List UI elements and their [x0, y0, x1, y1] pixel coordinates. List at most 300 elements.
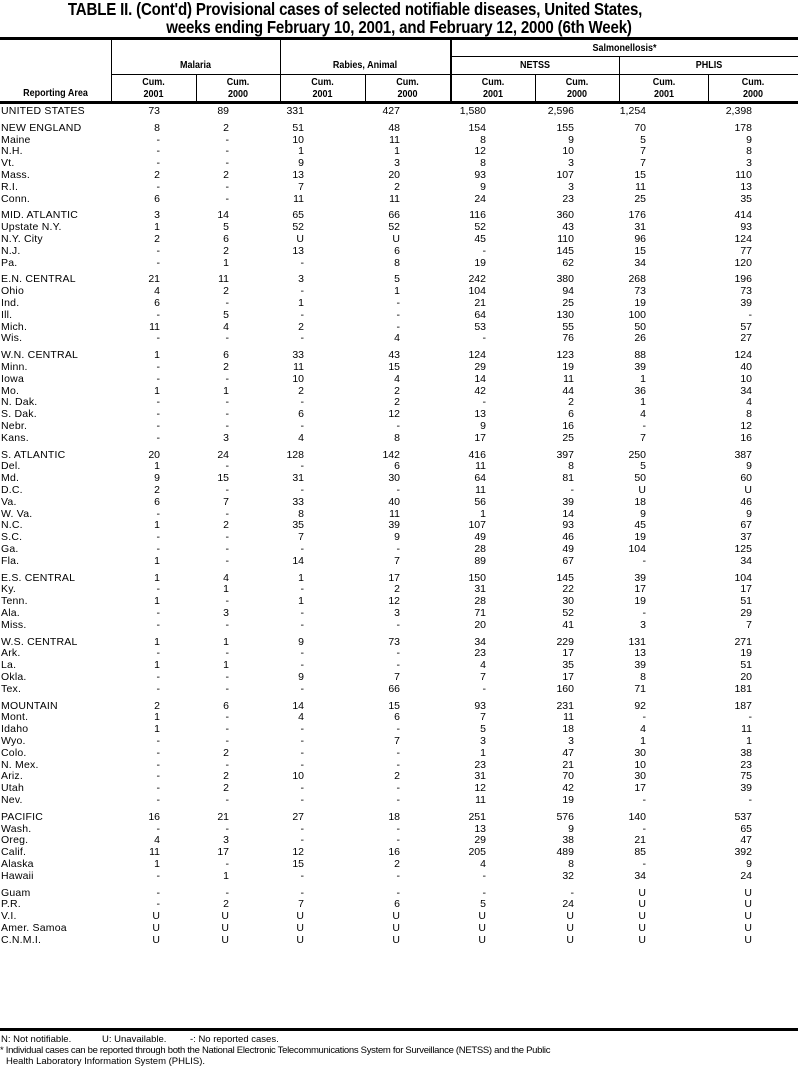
table-row [0, 373, 798, 385]
table-row [0, 543, 798, 555]
value-cell: 17 [634, 583, 646, 596]
value-cell: 1 [298, 571, 304, 584]
value-cell: - [396, 723, 400, 736]
value-cell: - [300, 758, 304, 771]
value-cell: 47 [562, 746, 574, 759]
value-cell: U [221, 922, 229, 934]
value-cell: - [642, 607, 646, 619]
value-cell: 45 [634, 519, 646, 532]
value-cell: 1 [154, 519, 160, 532]
value-cell: 7 [480, 671, 486, 683]
value-cell: - [300, 618, 304, 631]
value-cell: - [156, 361, 160, 373]
value-cell: U [566, 910, 574, 923]
value-cell: 6 [223, 233, 229, 245]
value-cell: - [156, 770, 160, 783]
value-cell: 24 [740, 869, 752, 882]
value-cell: 15 [217, 472, 229, 485]
value-cell: 17 [388, 571, 400, 584]
value-cell: - [396, 647, 400, 660]
value-cell: - [482, 682, 486, 695]
value-cell: 11 [475, 484, 486, 496]
cum-label: Cum. [396, 77, 419, 88]
table-row [0, 105, 798, 117]
value-cell: 7 [394, 671, 400, 683]
value-cell: 11 [218, 273, 229, 286]
value-cell: 9 [480, 420, 486, 432]
reporting-area-cell: MID. ATLANTIC [1, 209, 79, 222]
value-cell: 67 [562, 554, 574, 567]
value-cell: - [225, 408, 229, 421]
value-cell: 30 [634, 770, 646, 783]
value-cell: 1 [154, 460, 160, 473]
value-cell: 1 [154, 723, 160, 736]
year-label: 2001 [482, 89, 504, 100]
header-reporting-area: Reporting Area [23, 88, 88, 99]
value-cell: 4 [223, 320, 229, 333]
value-cell: 8 [568, 858, 574, 870]
reporting-area-cell: PACIFIC [1, 810, 44, 823]
table-title [56, 0, 742, 36]
value-cell: - [396, 869, 400, 882]
value-cell: 64 [474, 472, 486, 485]
value-cell: - [642, 858, 646, 870]
value-cell: 12 [388, 408, 400, 421]
value-cell: 92 [634, 699, 646, 712]
footnote-salmonellosis-line-2: Health Laboratory Information System (PHLIS). [6, 1056, 206, 1067]
value-cell: - [225, 332, 229, 345]
value-cell: - [156, 372, 160, 385]
value-cell: - [156, 133, 160, 146]
value-cell: 14 [292, 699, 304, 712]
value-cell: - [482, 396, 486, 409]
value-cell: 5 [394, 273, 400, 286]
value-cell: 2,398 [725, 105, 752, 117]
value-cell: - [156, 543, 160, 555]
value-cell: 1 [298, 595, 304, 608]
value-cell: 75 [740, 770, 752, 783]
value-cell: - [156, 618, 160, 631]
value-cell: 2 [394, 180, 400, 193]
table-row [0, 245, 798, 257]
value-cell: 251 [468, 810, 486, 823]
value-cell: 50 [634, 472, 646, 485]
value-cell: 31 [474, 583, 486, 596]
value-cell: - [225, 794, 229, 806]
value-cell: - [300, 285, 304, 298]
value-cell: 6 [394, 711, 400, 724]
value-cell: 1 [480, 507, 486, 520]
table-row [0, 647, 798, 659]
header-divider [450, 40, 452, 102]
value-cell: - [570, 484, 574, 496]
table-row [0, 683, 798, 695]
value-cell: - [225, 145, 229, 158]
reporting-area-cell: Guam [1, 886, 31, 899]
value-cell: 397 [556, 448, 574, 461]
cum-label: Cum. [741, 77, 765, 88]
value-cell: 6 [154, 495, 160, 508]
value-cell: 1 [298, 297, 304, 309]
value-cell: 43 [562, 221, 574, 234]
table-row [0, 846, 798, 858]
value-cell: 15 [634, 169, 646, 181]
value-cell: 7 [394, 554, 400, 567]
value-cell: 3 [223, 431, 229, 444]
value-cell: 66 [388, 682, 400, 695]
value-cell: U [744, 910, 752, 923]
value-cell: - [156, 647, 160, 660]
value-cell: 130 [556, 308, 574, 321]
value-cell: 21 [217, 810, 229, 823]
value-cell: 8 [746, 145, 752, 158]
value-cell: 70 [634, 121, 646, 134]
value-cell: - [225, 682, 229, 695]
table-row [0, 472, 798, 484]
value-cell: 89 [217, 105, 229, 117]
value-cell: 7 [223, 495, 229, 508]
value-cell: - [156, 671, 160, 683]
value-cell: - [642, 420, 646, 432]
value-cell: 3 [568, 180, 574, 193]
table-title-line-1: TABLE II. (Cont'd) Provisional cases of selected notifiable diseases, United States, [67, 0, 643, 19]
value-cell: 33 [292, 495, 304, 508]
reporting-area-cell: D.C. [1, 484, 23, 496]
reporting-area-cell: Colo. [1, 746, 27, 759]
value-cell: - [156, 420, 160, 432]
table-row [0, 361, 798, 373]
value-cell: 2 [223, 285, 229, 298]
value-cell: 30 [562, 595, 574, 608]
value-cell: 65 [292, 209, 304, 222]
value-cell: 576 [556, 810, 574, 823]
value-cell: 67 [740, 519, 752, 532]
value-cell: 49 [562, 543, 574, 555]
value-cell: - [300, 659, 304, 672]
reporting-area-cell: Ind. [1, 297, 20, 309]
reporting-area-cell: Iowa [1, 372, 24, 385]
value-cell: 8 [298, 507, 304, 520]
value-cell: - [482, 244, 486, 257]
reporting-area-cell: Kans. [1, 431, 29, 444]
value-cell: 5 [223, 221, 229, 234]
value-cell: 178 [734, 121, 752, 134]
value-cell: - [396, 746, 400, 759]
value-cell: U [392, 233, 400, 245]
reporting-area-cell: N.H. [1, 145, 23, 158]
value-cell: 4 [223, 571, 229, 584]
value-cell: 10 [740, 372, 752, 385]
value-cell: 37 [740, 531, 752, 544]
value-cell: 64 [474, 308, 486, 321]
value-cell: 1 [298, 145, 304, 158]
value-cell: - [300, 723, 304, 736]
value-cell: 23 [562, 192, 574, 205]
reporting-area-cell: W. Va. [1, 507, 33, 520]
value-cell: 11 [389, 192, 400, 205]
value-cell: 89 [474, 554, 486, 567]
value-cell: 181 [734, 682, 752, 695]
value-cell: - [396, 758, 400, 771]
table-row [0, 823, 798, 835]
value-cell: - [748, 794, 752, 806]
value-cell: 3 [223, 834, 229, 847]
year-label: 2000 [227, 89, 249, 100]
reporting-area-cell: Tenn. [1, 595, 28, 608]
value-cell: 3 [746, 157, 752, 170]
header-divider [111, 40, 112, 102]
value-cell: 250 [628, 448, 646, 461]
value-cell: U [296, 922, 304, 934]
footnote-legend [0, 1034, 798, 1045]
value-cell: - [396, 659, 400, 672]
cum-label: Cum. [565, 77, 589, 88]
value-cell: 4 [480, 659, 486, 672]
value-cell: U [744, 886, 752, 899]
value-cell: - [156, 869, 160, 882]
value-cell: 19 [562, 794, 574, 806]
value-cell: 1 [154, 349, 160, 362]
value-cell: 10 [634, 758, 646, 771]
value-cell: 3 [568, 157, 574, 170]
reporting-area-cell: Nebr. [1, 420, 28, 432]
value-cell: - [225, 822, 229, 835]
value-cell: 20 [740, 671, 752, 683]
table-row [0, 496, 798, 508]
value-cell: 18 [388, 810, 400, 823]
value-cell: 25 [562, 431, 574, 444]
value-cell: U [478, 910, 486, 923]
value-cell: 414 [734, 209, 752, 222]
table-row [0, 122, 798, 134]
table-row [0, 285, 798, 297]
value-cell: 7 [298, 898, 304, 911]
table-row [0, 858, 798, 870]
reporting-area-cell: Md. [1, 472, 20, 485]
reporting-area-cell: P.R. [1, 898, 21, 911]
value-cell: U [744, 922, 752, 934]
value-cell: - [300, 396, 304, 409]
table-row [0, 555, 798, 567]
value-cell: U [566, 922, 574, 934]
table-row [0, 834, 798, 846]
value-cell: 88 [634, 349, 646, 362]
value-cell: 2 [298, 384, 304, 397]
value-cell: 5 [640, 133, 646, 146]
value-cell: 6 [394, 244, 400, 257]
value-cell: - [225, 297, 229, 309]
value-cell: - [642, 554, 646, 567]
value-cell: 2 [394, 396, 400, 409]
value-cell: 24 [474, 192, 486, 205]
value-cell: - [300, 583, 304, 596]
value-cell: U [296, 933, 304, 946]
reporting-area-cell: Oreg. [1, 834, 29, 847]
value-cell: 42 [474, 384, 486, 397]
value-cell: - [300, 822, 304, 835]
reporting-area-cell: Calif. [1, 846, 27, 859]
value-cell: - [396, 308, 400, 321]
reporting-area-cell: Upstate N.Y. [1, 221, 62, 234]
value-cell: - [748, 711, 752, 724]
value-cell: 18 [634, 495, 646, 508]
value-cell: 47 [740, 834, 752, 847]
value-cell: - [225, 711, 229, 724]
value-cell: 35 [562, 659, 574, 672]
value-cell: - [396, 822, 400, 835]
value-cell: 93 [474, 169, 486, 181]
value-cell: 3 [640, 618, 646, 631]
value-cell: 1 [394, 145, 400, 158]
value-cell: U [478, 922, 486, 934]
header-netss-cum-2001 [455, 77, 531, 101]
value-cell: - [225, 618, 229, 631]
reporting-area-cell: E.N. CENTRAL [1, 273, 76, 286]
value-cell: 11 [475, 460, 486, 473]
value-cell: - [156, 794, 160, 806]
value-cell: 85 [634, 846, 646, 859]
reporting-area-cell: Pa. [1, 256, 18, 269]
value-cell: 110 [557, 233, 574, 245]
value-cell: 10 [292, 372, 304, 385]
table-row [0, 484, 798, 496]
cum-label: Cum. [652, 77, 676, 88]
value-cell: 39 [634, 659, 646, 672]
year-label: 2001 [653, 89, 675, 100]
table-row [0, 607, 798, 619]
value-cell: 19 [634, 297, 646, 309]
value-cell: 25 [634, 192, 646, 205]
value-cell: - [225, 735, 229, 747]
value-cell: 1 [154, 554, 160, 567]
value-cell: 52 [388, 221, 400, 234]
value-cell: 13 [474, 408, 486, 421]
value-cell: 107 [556, 169, 574, 181]
value-cell: 24 [562, 898, 574, 911]
value-cell: 30 [634, 746, 646, 759]
reporting-area-cell: NEW ENGLAND [1, 121, 82, 134]
value-cell: 1 [154, 384, 160, 397]
reporting-area-cell: Wis. [1, 332, 23, 345]
value-cell: 1 [154, 221, 160, 234]
reporting-area-cell: S. ATLANTIC [1, 448, 66, 461]
value-cell: - [300, 834, 304, 847]
header-malaria-cum-2000 [200, 77, 276, 101]
table-row [0, 432, 798, 444]
value-cell: 34 [634, 256, 646, 269]
table-row [0, 332, 798, 344]
value-cell: - [156, 431, 160, 444]
value-cell: 39 [740, 297, 752, 309]
value-cell: - [396, 484, 400, 496]
value-cell: U [296, 233, 304, 245]
value-cell: - [300, 886, 304, 899]
value-cell: U [152, 933, 160, 946]
value-cell: 49 [474, 531, 486, 544]
table-row [0, 782, 798, 794]
value-cell: 9 [640, 507, 646, 520]
value-cell: U [392, 922, 400, 934]
table-row [0, 934, 798, 946]
value-cell: 7 [746, 618, 752, 631]
reporting-area-cell: Ark. [1, 647, 21, 660]
table-row [0, 221, 798, 233]
value-cell: 4 [154, 834, 160, 847]
cum-label: Cum. [142, 77, 165, 88]
table-row [0, 811, 798, 823]
value-cell: 39 [634, 361, 646, 373]
value-cell: 271 [734, 635, 752, 648]
value-cell: 15 [292, 858, 304, 870]
value-cell: - [156, 332, 160, 345]
value-cell: 16 [148, 810, 160, 823]
value-cell: 73 [148, 105, 160, 117]
reporting-area-cell: Wash. [1, 822, 32, 835]
value-cell: 4 [640, 408, 646, 421]
table-row [0, 309, 798, 321]
reporting-area-cell: Tex. [1, 682, 22, 695]
value-cell: 2 [154, 233, 160, 245]
value-cell: 23 [740, 758, 752, 771]
header-divider [619, 57, 620, 102]
reporting-area-cell: E.S. CENTRAL [1, 571, 76, 584]
value-cell: 34 [740, 384, 752, 397]
reporting-area-cell: Maine [1, 133, 31, 146]
value-cell: 7 [394, 735, 400, 747]
reporting-area-cell: UNITED STATES [1, 105, 85, 117]
value-cell: 17 [474, 431, 486, 444]
value-cell: 55 [562, 320, 574, 333]
value-cell: 26 [634, 332, 646, 345]
value-cell: 427 [382, 105, 400, 117]
value-cell: 150 [468, 571, 486, 584]
reporting-area-cell: Mo. [1, 384, 20, 397]
value-cell: 11 [635, 180, 646, 193]
table-row [0, 134, 798, 146]
value-cell: 15 [388, 699, 400, 712]
header-netss-cum-2000 [539, 77, 615, 101]
value-cell: 242 [468, 273, 486, 286]
table-row [0, 887, 798, 899]
header-divider [280, 40, 281, 102]
value-cell: - [225, 396, 229, 409]
table-row [0, 519, 798, 531]
value-cell: 30 [388, 472, 400, 485]
table-row [0, 420, 798, 432]
value-cell: 9 [746, 858, 752, 870]
value-cell: - [225, 595, 229, 608]
value-cell: 7 [640, 145, 646, 158]
value-cell: 28 [474, 595, 486, 608]
value-cell: - [300, 735, 304, 747]
reporting-area-cell: W.N. CENTRAL [1, 349, 79, 362]
value-cell: - [642, 822, 646, 835]
value-cell: 16 [562, 420, 574, 432]
value-cell: 15 [388, 361, 400, 373]
value-cell: 31 [292, 472, 304, 485]
value-cell: 13 [740, 180, 752, 193]
value-cell: 13 [292, 244, 304, 257]
reporting-area-cell: W.S. CENTRAL [1, 635, 78, 648]
value-cell: 3 [394, 157, 400, 170]
value-cell: 27 [292, 810, 304, 823]
value-cell: 66 [388, 209, 400, 222]
header-malaria: Malaria [179, 60, 212, 71]
reporting-area-cell: Ill. [1, 308, 13, 321]
value-cell: 34 [740, 554, 752, 567]
value-cell: - [225, 758, 229, 771]
value-cell: 5 [640, 460, 646, 473]
